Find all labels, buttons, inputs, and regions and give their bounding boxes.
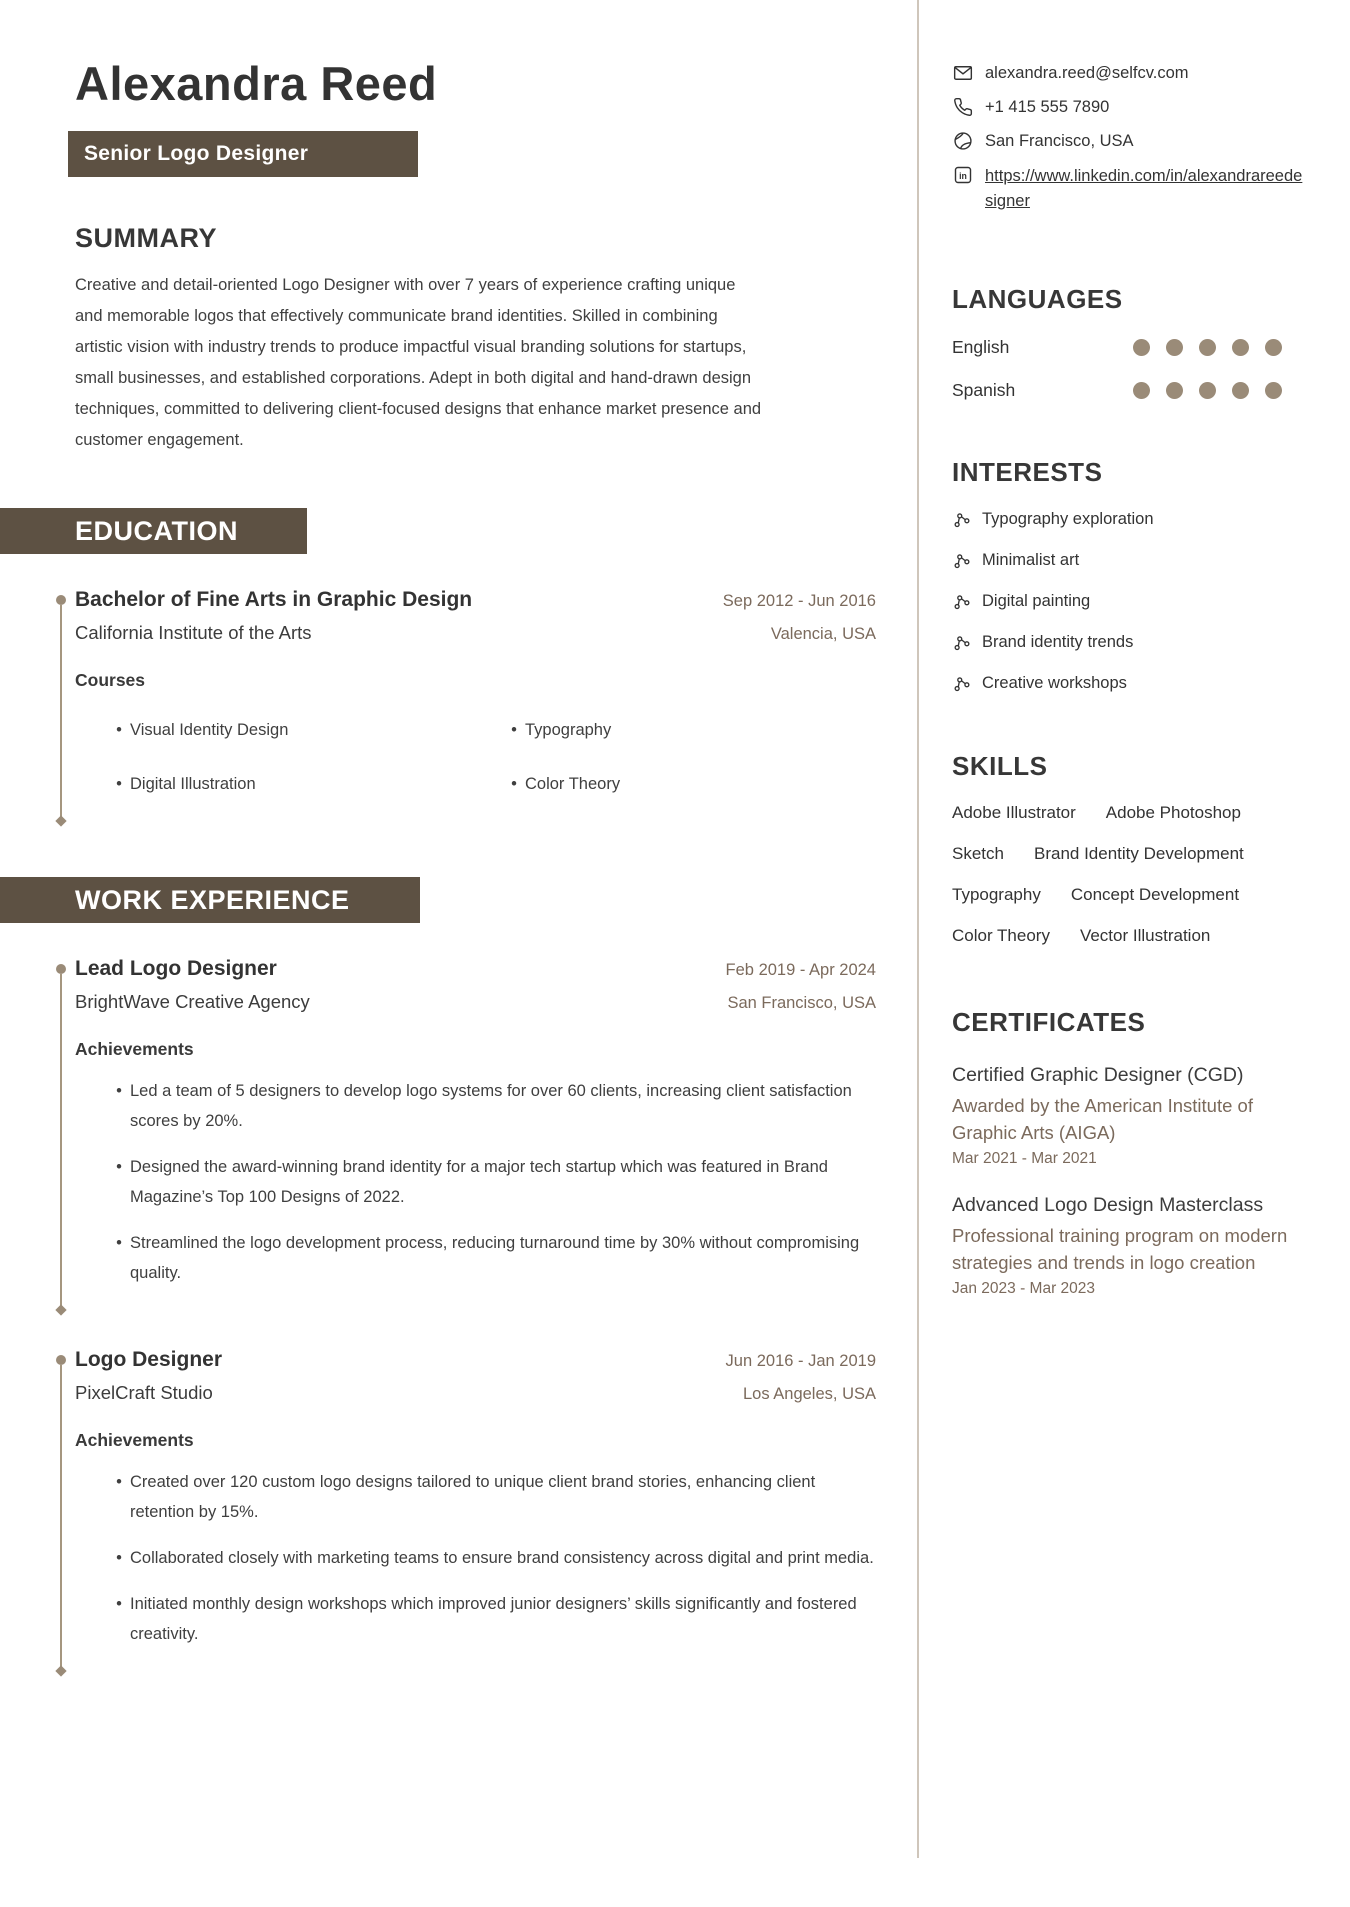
skill-item: Adobe Illustrator	[952, 803, 1076, 822]
courses-list	[75, 715, 876, 799]
courses-label: Courses	[75, 670, 146, 690]
language-row	[952, 337, 1304, 358]
level-dot	[1265, 382, 1282, 399]
contact-email-row	[952, 62, 1304, 84]
skill-item: Color Theory	[952, 926, 1050, 945]
skill-item: Brand Identity Development	[1033, 844, 1244, 863]
certificate-item	[952, 1192, 1304, 1298]
timeline-diamond	[55, 1304, 66, 1315]
certificates-heading: CERTIFICATES	[952, 1007, 1146, 1037]
job-location: Los Angeles, USA	[743, 1385, 876, 1403]
achievement-item: • Initiated monthly design workshops which improved junior designers’ skills significantly and fostered creativity.	[75, 1589, 876, 1649]
contact-location: San Francisco, USA	[985, 132, 1134, 150]
company-name: BrightWave Creative Agency	[75, 991, 310, 1012]
timeline-line	[60, 605, 62, 817]
skill-item: Adobe Photoshop	[1105, 803, 1241, 822]
person-name: Alexandra Reed	[75, 57, 438, 110]
language-label: English	[952, 337, 1010, 357]
share-nodes-icon	[952, 593, 972, 611]
bullet-icon: •	[116, 1473, 122, 1491]
skill-item: Vector Illustration	[1079, 926, 1211, 945]
interest-item	[952, 674, 1304, 693]
interest-item	[952, 633, 1304, 652]
education-dates: Sep 2012 - Jun 2016	[722, 592, 876, 610]
summary-heading: SUMMARY	[75, 223, 217, 253]
achievement-item: • Led a team of 5 designers to develop logo systems for over 60 clients, increasing client satisfaction scores by 20%.	[75, 1076, 876, 1136]
share-nodes-icon	[952, 511, 972, 529]
level-dot	[1133, 339, 1150, 356]
level-dot	[1232, 339, 1249, 356]
timeline-line	[60, 1365, 62, 1667]
bullet-icon: •	[116, 1082, 122, 1100]
contact-linkedin-row	[952, 164, 1304, 214]
timeline-dot	[56, 1355, 66, 1365]
job-title: Lead Logo Designer	[75, 957, 277, 980]
share-nodes-icon	[952, 634, 972, 652]
timeline-dot	[56, 595, 66, 605]
envelope-icon	[952, 63, 974, 83]
timeline-diamond	[55, 815, 66, 826]
timeline	[56, 1355, 66, 1675]
job-dates: Feb 2019 - Apr 2024	[725, 961, 876, 979]
level-dot	[1133, 382, 1150, 399]
summary-text: Creative and detail-oriented Logo Designer with over 7 years of experience crafting unique and memorable logos that effectively communicate brand identities. Skilled in combining artistic vision with industry trends to produce impactful visual branding solutions for startups, small businesses, and established corporations. Adept in both digital and hand-drawn design techniques, committed to delivering client-focused designs that enhance market presence and customer engagement.	[75, 276, 762, 449]
contact-location-row	[952, 130, 1304, 152]
skill-item: Concept Development	[1070, 885, 1240, 904]
bullet-icon: •	[116, 721, 122, 739]
linkedin-link[interactable]: https://www.linkedin.com/in/alexandrareedesigner	[985, 167, 1303, 210]
bullet-icon: •	[511, 721, 517, 739]
certificate-dates: Mar 2021 - Mar 2021	[952, 1150, 1097, 1167]
contact-email: alexandra.reed@selfcv.com	[985, 64, 1189, 82]
contact-phone: +1 415 555 7890	[985, 98, 1110, 116]
contact-phone-row	[952, 96, 1304, 118]
level-dot	[1166, 382, 1183, 399]
education-entry	[75, 588, 876, 825]
bullet-icon: •	[116, 1595, 122, 1613]
language-label: Spanish	[952, 380, 1016, 400]
skills-heading: SKILLS	[952, 751, 1048, 781]
language-level-dots	[1133, 382, 1304, 399]
timeline	[56, 595, 66, 825]
interests-heading: INTERESTS	[952, 457, 1103, 487]
school-name: California Institute of the Arts	[75, 622, 312, 643]
timeline-line	[60, 974, 62, 1306]
achievements-label: Achievements	[75, 1430, 194, 1450]
interest-label: Creative workshops	[982, 674, 1127, 692]
globe-icon	[952, 131, 974, 151]
course-item: • Typography	[470, 715, 876, 745]
job-title: Logo Designer	[75, 1348, 223, 1371]
level-dot	[1199, 339, 1216, 356]
work-entry	[75, 957, 876, 1314]
sidebar-column	[952, 62, 1304, 1298]
svg-text:in: in	[959, 170, 967, 181]
education-location: Valencia, USA	[770, 625, 876, 643]
certificate-dates: Jan 2023 - Mar 2023	[952, 1280, 1096, 1297]
certificate-item	[952, 1062, 1304, 1168]
degree-title: Bachelor of Fine Arts in Graphic Design	[75, 588, 473, 611]
achievement-item: • Streamlined the logo development process, reducing turnaround time by 30% without compromising quality.	[75, 1228, 876, 1288]
achievement-item: • Collaborated closely with marketing teams to ensure brand consistency across digital and print media.	[75, 1543, 876, 1573]
language-level-dots	[1133, 339, 1304, 356]
skill-item: Typography	[952, 885, 1041, 904]
achievements-list	[75, 1467, 876, 1649]
timeline	[56, 964, 66, 1314]
course-item: • Color Theory	[470, 769, 876, 799]
work-entry	[75, 1348, 876, 1675]
bullet-icon: •	[116, 1158, 122, 1176]
interest-item	[952, 592, 1304, 611]
job-title-badge: Senior Logo Designer	[68, 131, 418, 177]
bullet-icon: •	[511, 775, 517, 793]
company-name: PixelCraft Studio	[75, 1382, 213, 1403]
bullet-icon: •	[116, 775, 122, 793]
share-nodes-icon	[952, 552, 972, 570]
level-dot	[1166, 339, 1183, 356]
interest-label: Brand identity trends	[982, 633, 1134, 651]
certificate-name: Certified Graphic Designer (CGD)	[952, 1064, 1244, 1086]
linkedin-icon	[952, 165, 974, 185]
level-dot	[1265, 339, 1282, 356]
achievement-item: • Created over 120 custom logo designs tailored to unique client brand stories, enhancing client retention by 15%.	[75, 1467, 876, 1527]
skill-item: Sketch	[952, 844, 1004, 863]
certificate-description: Professional training program on modern strategies and trends in logo creation	[952, 1225, 1288, 1273]
work-section-bar: WORK EXPERIENCE	[0, 877, 420, 923]
skills-list	[952, 802, 1286, 947]
job-dates: Jun 2016 - Jan 2019	[725, 1352, 876, 1370]
interest-label: Digital painting	[982, 592, 1091, 610]
interest-item	[952, 551, 1304, 570]
job-location: San Francisco, USA	[727, 994, 876, 1012]
achievement-item: • Designed the award-winning brand identity for a major tech startup which was featured in Brand Magazine’s Top 100 Designs of 2022.	[75, 1152, 876, 1212]
achievements-list	[75, 1076, 876, 1288]
course-item: • Digital Illustration	[75, 769, 470, 799]
certificate-name: Advanced Logo Design Masterclass	[952, 1194, 1264, 1216]
level-dot	[1199, 382, 1216, 399]
bullet-icon: •	[116, 1549, 122, 1567]
achievements-label: Achievements	[75, 1039, 194, 1059]
education-section-bar: EDUCATION	[0, 508, 307, 554]
interest-label: Typography exploration	[982, 510, 1154, 528]
share-nodes-icon	[952, 675, 972, 693]
bullet-icon: •	[116, 1234, 122, 1252]
interest-item	[952, 510, 1304, 529]
course-item: • Visual Identity Design	[75, 715, 470, 745]
language-row	[952, 380, 1304, 401]
certificate-description: Awarded by the American Institute of Graphic Arts (AIGA)	[952, 1095, 1253, 1143]
interest-label: Minimalist art	[982, 551, 1080, 569]
timeline-diamond	[55, 1665, 66, 1676]
timeline-dot	[56, 964, 66, 974]
languages-heading: LANGUAGES	[952, 284, 1123, 314]
level-dot	[1232, 382, 1249, 399]
phone-icon	[952, 97, 974, 117]
